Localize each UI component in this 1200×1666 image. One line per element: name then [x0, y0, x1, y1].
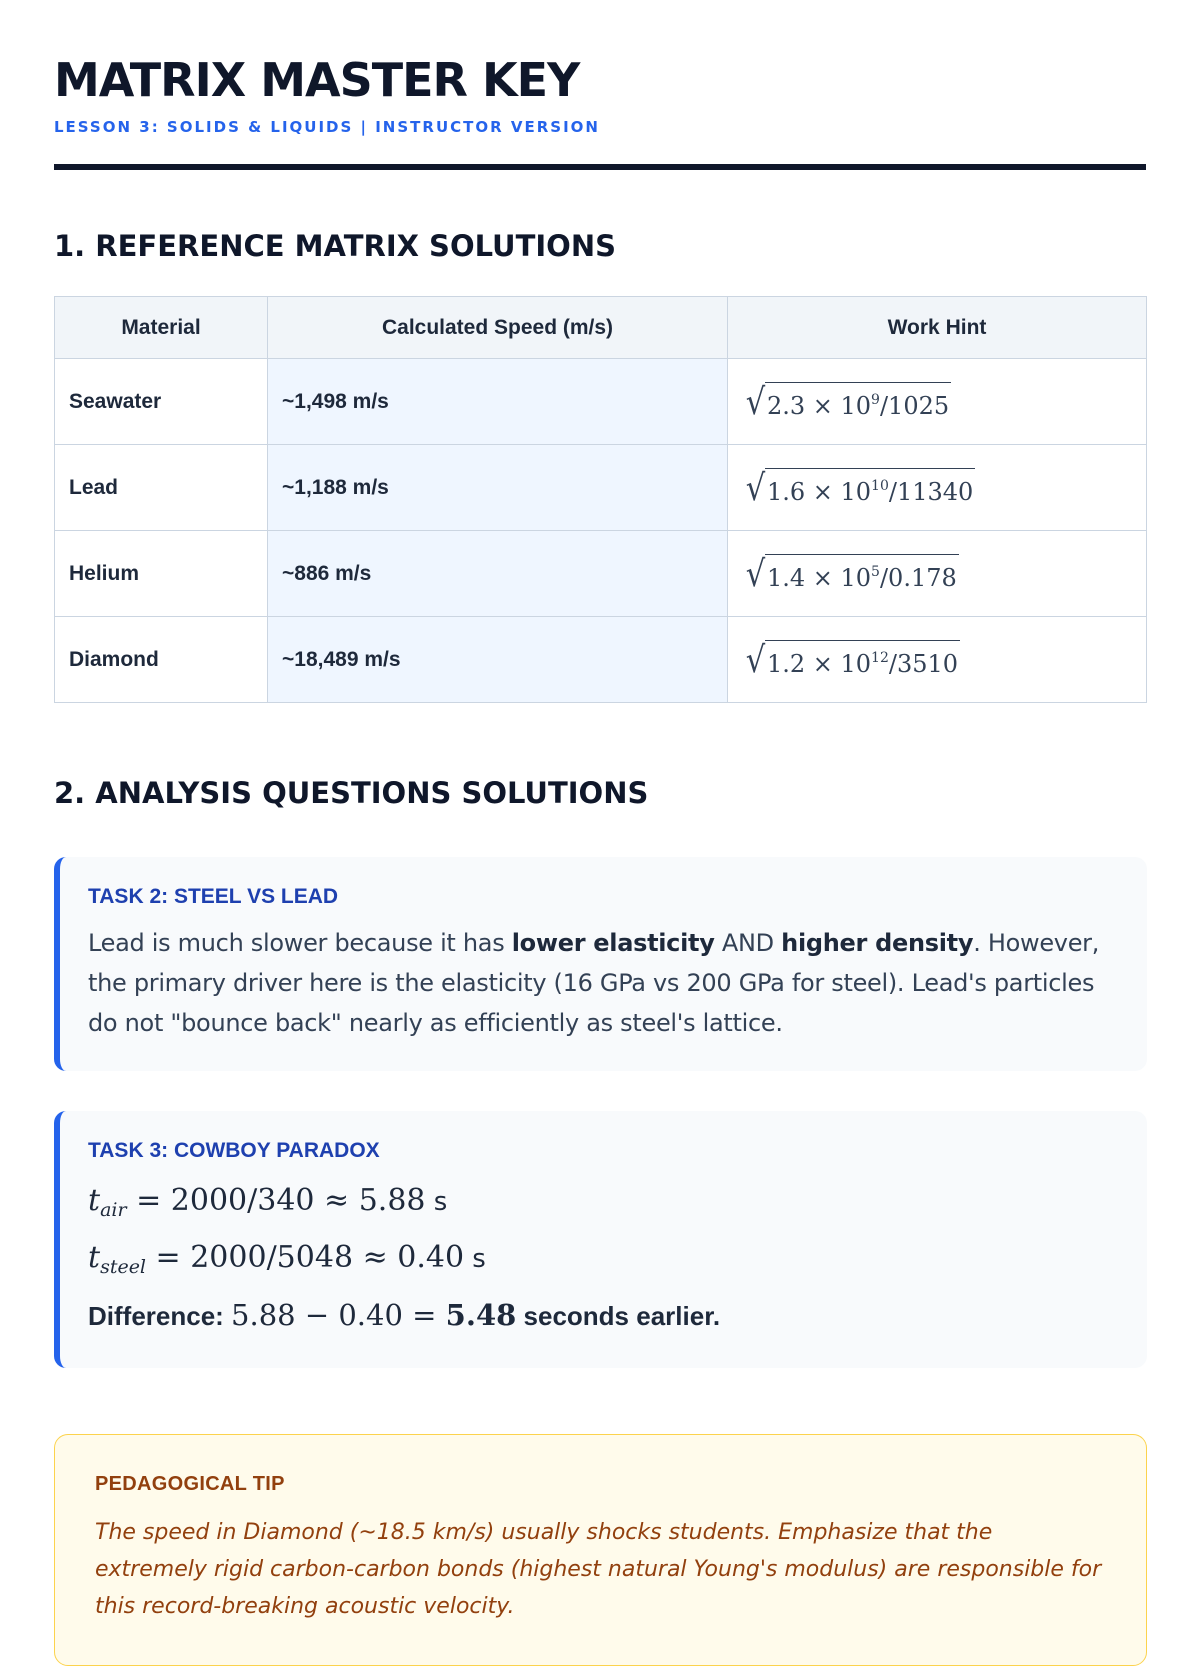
- answer-text: Lead is much slower because it has: [88, 929, 512, 957]
- table-header-row: [55, 297, 1147, 359]
- material-cell: Lead: [55, 445, 268, 531]
- answer-text: AND: [714, 929, 782, 957]
- square-root-formula: √ $1.4 \times 10^5/0.178$: [745, 554, 957, 595]
- square-root-formula: √ $2.3 \times 10^9/1025$: [745, 382, 950, 423]
- modulus-exponent: 5: [871, 564, 880, 580]
- radical-sign-icon: √: [745, 554, 766, 595]
- task-3-card: [54, 1111, 1147, 1368]
- modulus-coefficient: 1.6: [766, 478, 806, 506]
- material-cell: Helium: [55, 531, 268, 617]
- modulus-exponent: 9: [871, 392, 880, 408]
- tip-text: The speed in Diamond (~18.5 km/s) usually shocks students. Emphasize that the extremely rigid carbon-carbon bonds (highest natural Young's modulus) are responsible for this record-breaking acoustic velocity.: [95, 1520, 1102, 1619]
- task-2-answer: [88, 923, 1119, 1043]
- page-subtitle: LESSON 3: SOLIDS & LIQUIDS | INSTRUCTOR VERSION: [54, 118, 600, 136]
- material-cell: Diamond: [55, 617, 268, 703]
- modulus-exponent: 10: [871, 478, 889, 494]
- hint-cell: [728, 617, 1147, 703]
- column-header-hint: Work Hint: [728, 297, 1147, 359]
- density-value: 11340: [896, 478, 974, 506]
- table-row: [55, 531, 1147, 617]
- column-header-speed: Calculated Speed (m/s): [268, 297, 728, 359]
- answer-emphasis: lower elasticity: [511, 929, 715, 957]
- speed-cell: ~18,489 m/s: [268, 617, 728, 703]
- table-row: [55, 617, 1147, 703]
- hint-cell: [728, 531, 1147, 617]
- page-title: MATRIX MASTER KEY: [54, 53, 580, 107]
- table-row: [55, 359, 1147, 445]
- density-value: 0.178: [888, 564, 957, 592]
- density-value: 1025: [888, 392, 950, 420]
- material-cell: Seawater: [55, 359, 268, 445]
- answer-text: . However, the primary driver here is the elasticity (16 GPa vs 200 GPa for steel). Lead's particles do not "bounce back" nearly as efficiently as steel's lattice.: [88, 929, 1100, 1037]
- column-header-material: Material: [55, 297, 268, 359]
- speed-cell: ~1,498 m/s: [268, 359, 728, 445]
- section-heading-analysis: 2. ANALYSIS QUESTIONS SOLUTIONS: [54, 776, 649, 810]
- speed-cell: ~886 m/s: [268, 531, 728, 617]
- task-2-card: [54, 857, 1147, 1071]
- density-value: 3510: [896, 650, 959, 678]
- time-air-equation: $t_{air} = 2000/340 \approx 5.88$ s: [88, 1183, 448, 1221]
- modulus-coefficient: 2.3: [766, 392, 806, 420]
- time-steel-equation: $t_{steel} = 2000/5048 \approx 0.40$ s: [88, 1240, 486, 1278]
- modulus-coefficient: 1.4: [766, 564, 806, 592]
- task-3-title: TASK 3: COWBOY PARADOX: [88, 1139, 380, 1162]
- hint-cell: [728, 359, 1147, 445]
- title-divider: [54, 164, 1146, 170]
- tip-label: PEDAGOGICAL TIP: [95, 1473, 285, 1495]
- table-row: [55, 445, 1147, 531]
- hint-cell: [728, 445, 1147, 531]
- radical-sign-icon: √: [745, 640, 766, 681]
- radical-sign-icon: √: [745, 382, 766, 423]
- section-heading-reference: 1. REFERENCE MATRIX SOLUTIONS: [54, 229, 616, 263]
- radical-sign-icon: √: [745, 468, 766, 509]
- modulus-coefficient: 1.2: [766, 650, 806, 678]
- speed-cell: ~1,188 m/s: [268, 445, 728, 531]
- modulus-exponent: 12: [871, 650, 889, 666]
- square-root-formula: √ $1.6 \times 10^{10}/11340$: [745, 468, 974, 509]
- square-root-formula: √ $1.2 \times 10^{12}/3510$: [745, 640, 959, 681]
- pedagogical-tip-box: [54, 1434, 1147, 1666]
- difference-result: Difference: 5.88 − 0.40 = 5.48 seconds earlier.: [88, 1298, 721, 1332]
- task-2-title: TASK 2: STEEL VS LEAD: [88, 885, 339, 908]
- reference-matrix-table: [54, 296, 1147, 703]
- answer-emphasis: higher density: [781, 929, 974, 957]
